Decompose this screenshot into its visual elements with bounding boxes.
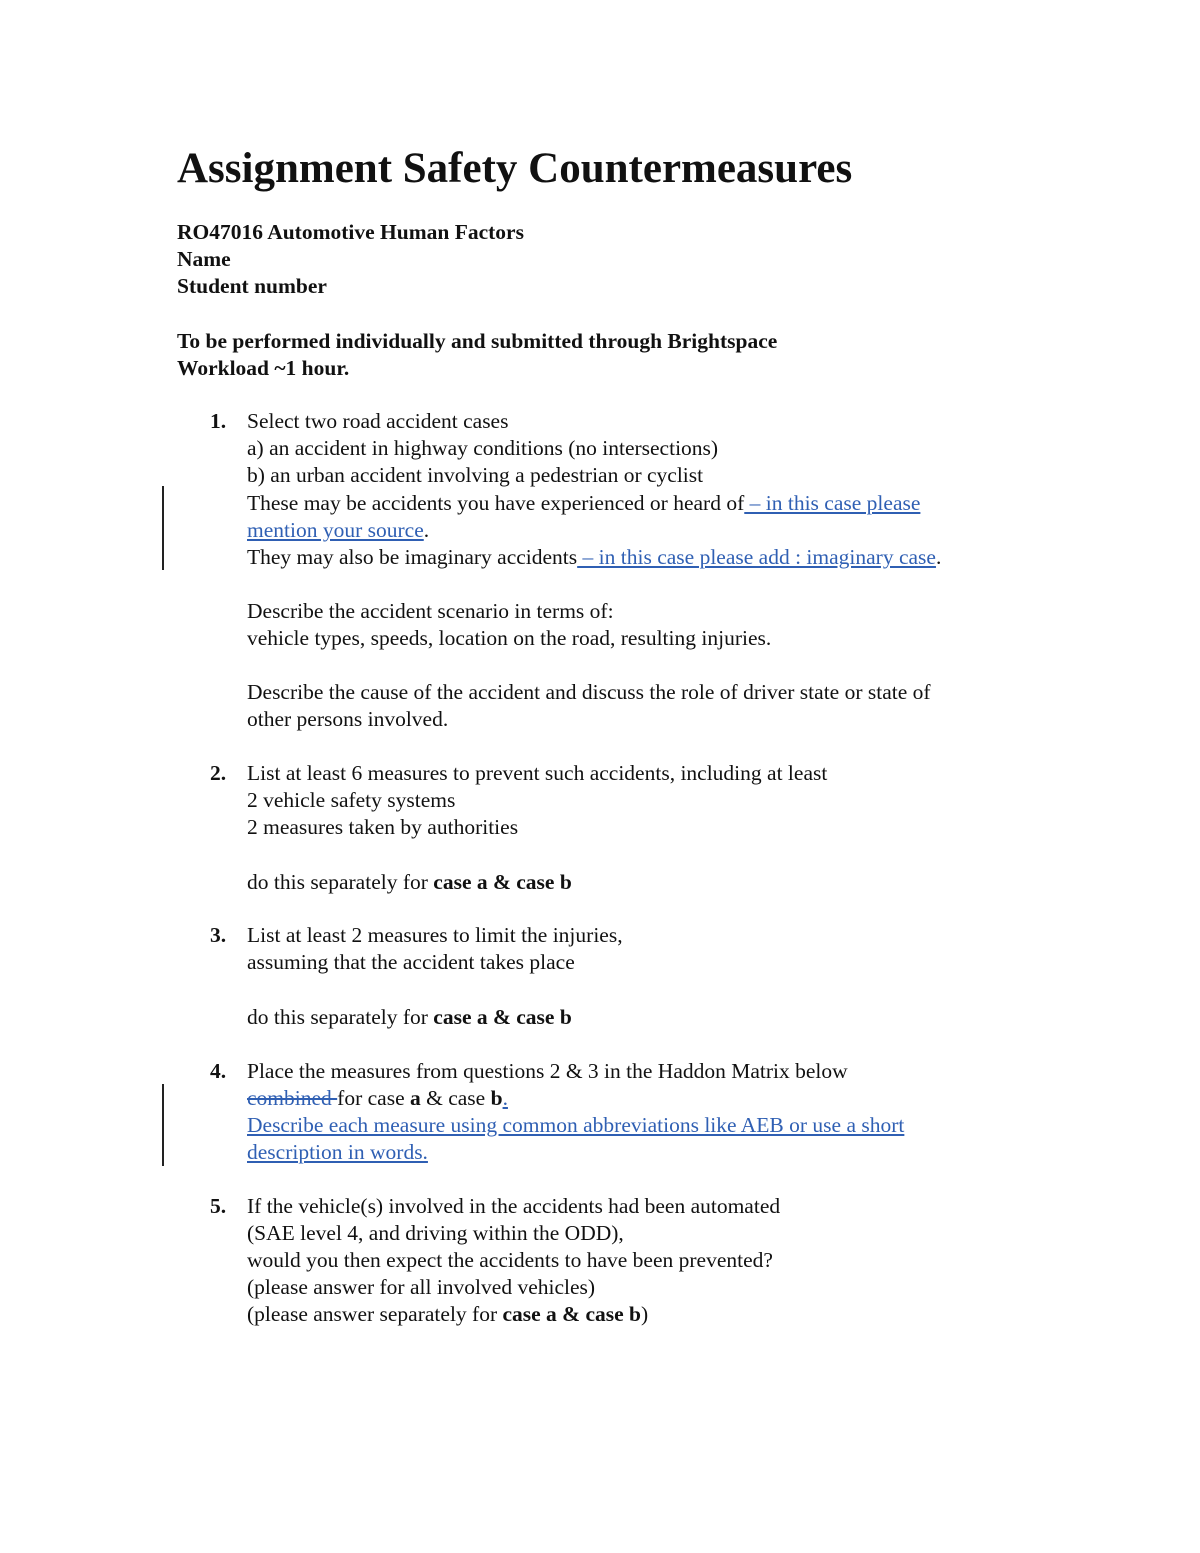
instructions-line: To be performed individually and submitted through Brightspace xyxy=(177,329,778,353)
q2-separately-cases: case a & case b xyxy=(433,870,572,894)
q4-line-1: Place the measures from questions 2 & 3 in the Haddon Matrix below xyxy=(247,1059,848,1083)
q1-imaginary-line xyxy=(247,544,941,571)
question-1-number: 1. xyxy=(210,409,227,433)
q1-source-period: . xyxy=(423,518,430,542)
q5-line-2: (SAE level 4, and driving within the ODD), xyxy=(247,1221,624,1245)
q5-line-4: (please answer for all involved vehicles) xyxy=(247,1275,596,1299)
q1-scenario-terms: vehicle types, speeds, location on the road, resulting injuries. xyxy=(247,626,772,650)
tracked-insertion: . xyxy=(502,1086,508,1110)
change-bar xyxy=(162,1084,164,1166)
tracked-insertion: – in this case please add : imaginary case xyxy=(577,545,936,569)
q3-separately-cases: case a & case b xyxy=(433,1005,572,1029)
q5-line-5-suffix: ) xyxy=(641,1302,649,1326)
q3-separately-prefix: do this separately for xyxy=(247,1005,434,1029)
tracked-insertion: mention your source xyxy=(247,518,424,542)
document-title: Assignment Safety Countermeasures xyxy=(177,145,853,192)
q1-case-b: b) an urban accident involving a pedestrian or cyclist xyxy=(247,463,704,487)
tracked-insertion: Describe each measure using common abbreviations like AEB or use a short xyxy=(247,1113,905,1137)
q1-source-text: These may be accidents you have experienced or heard of xyxy=(247,491,745,515)
student-number-label: Student number xyxy=(177,274,327,298)
name-label: Name xyxy=(177,247,231,271)
q1-case-a: a) an accident in highway conditions (no intersections) xyxy=(247,436,719,460)
q2-line-3: 2 measures taken by authorities xyxy=(247,815,519,839)
q2-separately xyxy=(247,869,572,896)
q1-describe-cause-2: other persons involved. xyxy=(247,707,449,731)
q3-line-2: assuming that the accident takes place xyxy=(247,950,575,974)
q2-line-1: List at least 6 measures to prevent such accidents, including at least xyxy=(247,761,828,785)
q4-line-4 xyxy=(247,1139,428,1166)
q4-case-a: a xyxy=(410,1086,421,1110)
q1-source-line xyxy=(247,490,920,517)
q5-line-3: would you then expect the accidents to have been prevented? xyxy=(247,1248,773,1272)
q5-line-5-cases: case a & case b xyxy=(502,1302,642,1326)
q1-describe-scenario: Describe the accident scenario in terms of: xyxy=(247,599,614,623)
q4-line-2-text: for case xyxy=(337,1086,410,1110)
q1-imaginary-text: They may also be imaginary accidents xyxy=(247,545,578,569)
q1-source-line-2 xyxy=(247,517,429,544)
q4-line-2-mid: & case xyxy=(420,1086,491,1110)
tracked-deletion: combined xyxy=(247,1086,338,1110)
change-bar xyxy=(162,486,164,570)
tracked-insertion: – in this case please xyxy=(744,491,921,515)
q2-line-2: 2 vehicle safety systems xyxy=(247,788,456,812)
q1-intro: Select two road accident cases xyxy=(247,409,509,433)
q1-describe-cause: Describe the cause of the accident and discuss the role of driver state or state of xyxy=(247,680,931,704)
question-5-number: 5. xyxy=(210,1194,227,1218)
q1-imaginary-period: . xyxy=(935,545,942,569)
q5-line-1: If the vehicle(s) involved in the accidents had been automated xyxy=(247,1194,781,1218)
q3-line-1: List at least 2 measures to limit the injuries, xyxy=(247,923,623,947)
tracked-insertion: description in words. xyxy=(247,1140,428,1164)
question-2-number: 2. xyxy=(210,761,227,785)
q5-line-5-prefix: (please answer separately for xyxy=(247,1302,503,1326)
question-3-number: 3. xyxy=(210,923,227,947)
course-line: RO47016 Automotive Human Factors xyxy=(177,220,524,244)
q4-line-3 xyxy=(247,1112,904,1139)
q4-case-b: b xyxy=(490,1086,503,1110)
question-4-number: 4. xyxy=(210,1059,227,1083)
q5-line-5 xyxy=(247,1301,648,1328)
q2-separately-prefix: do this separately for xyxy=(247,870,434,894)
workload-line: Workload ~1 hour. xyxy=(177,356,350,380)
q4-line-2 xyxy=(247,1085,508,1112)
q3-separately xyxy=(247,1004,572,1031)
